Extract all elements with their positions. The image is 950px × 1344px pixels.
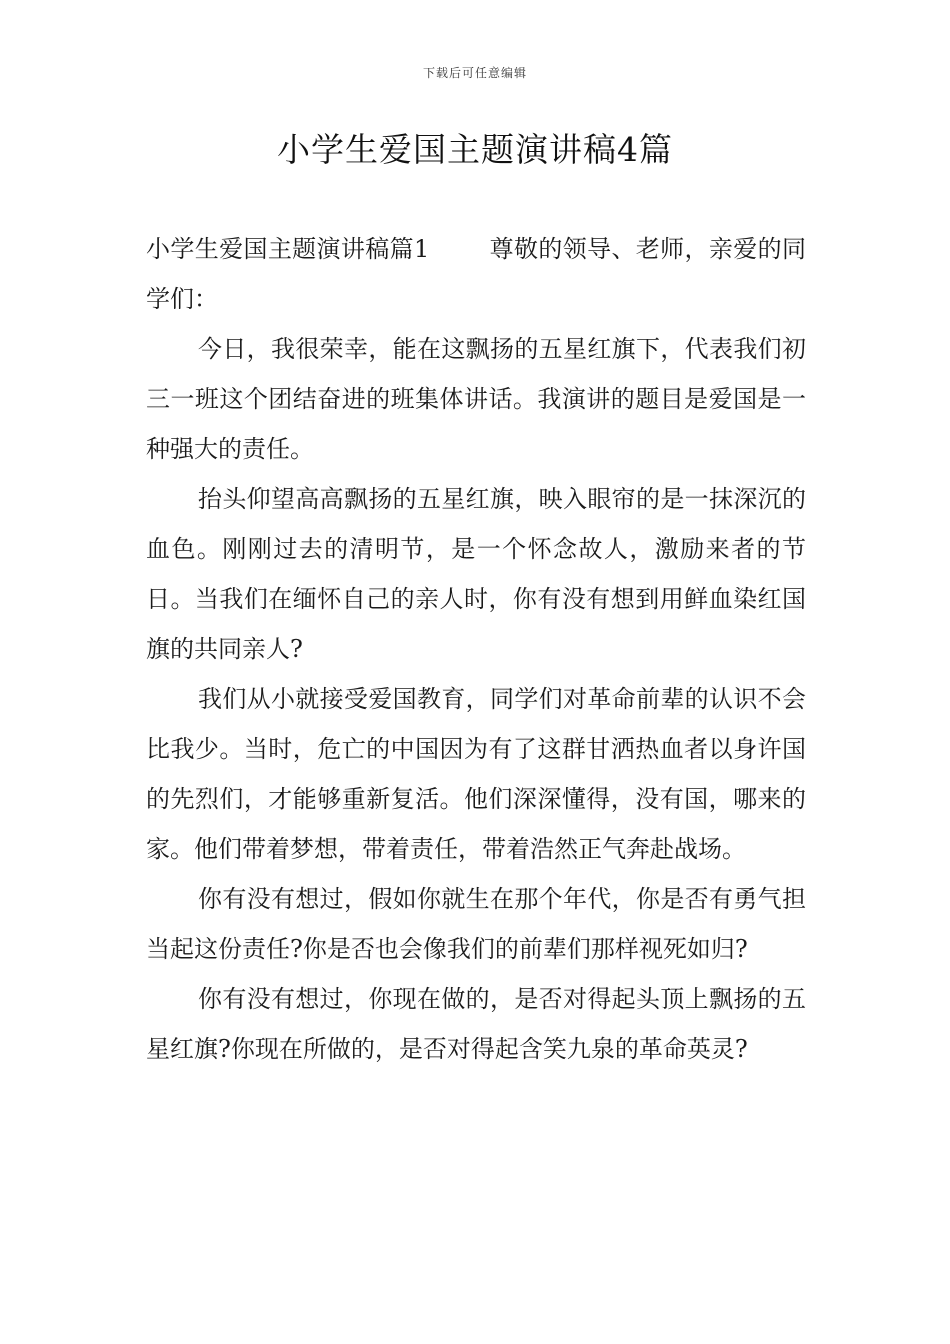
body-paragraph-1: 今日，我很荣幸，能在这飘扬的五星红旗下，代表我们初三一班这个团结奋进的班集体讲话。我演讲的题目是爱国是一种强大的责任。	[146, 335, 806, 463]
body-paragraph-3: 我们从小就接受爱国教育，同学们对革命前辈的认识不会比我少。当时，危亡的中国因为有了这群甘洒热血者以身许国的先烈们，才能够重新复活。他们深深懂得，没有国，哪来的家。他们带着梦想，带着责任，带着浩然正气奔赴战场。	[146, 685, 806, 863]
document-body	[146, 224, 806, 1074]
document-title: 小学生爱国主题演讲稿4篇	[277, 130, 673, 169]
section-heading: 小学生爱国主题演讲稿篇1	[146, 235, 430, 263]
body-paragraph-4: 你有没有想过，假如你就生在那个年代，你是否有勇气担当起这份责任?你是否也会像我们的前辈们那样视死如归?	[146, 885, 806, 963]
intro-paragraph	[146, 224, 806, 324]
header-note: 下载后可任意编辑	[422, 66, 527, 80]
greeting-text: 尊敬的领导、老师，亲爱的同学们：	[146, 235, 806, 313]
body-paragraph-2: 抬头仰望高高飘扬的五星红旗，映入眼帘的是一抹深沉的血色。刚刚过去的清明节，是一个怀念故人，激励来者的节日。当我们在缅怀自己的亲人时，你有没有想到用鲜血染红国旗的共同亲人?	[146, 485, 806, 663]
body-paragraph-5: 你有没有想过，你现在做的，是否对得起头顶上飘扬的五星红旗?你现在所做的，是否对得起含笑九泉的革命英灵?	[146, 985, 806, 1063]
